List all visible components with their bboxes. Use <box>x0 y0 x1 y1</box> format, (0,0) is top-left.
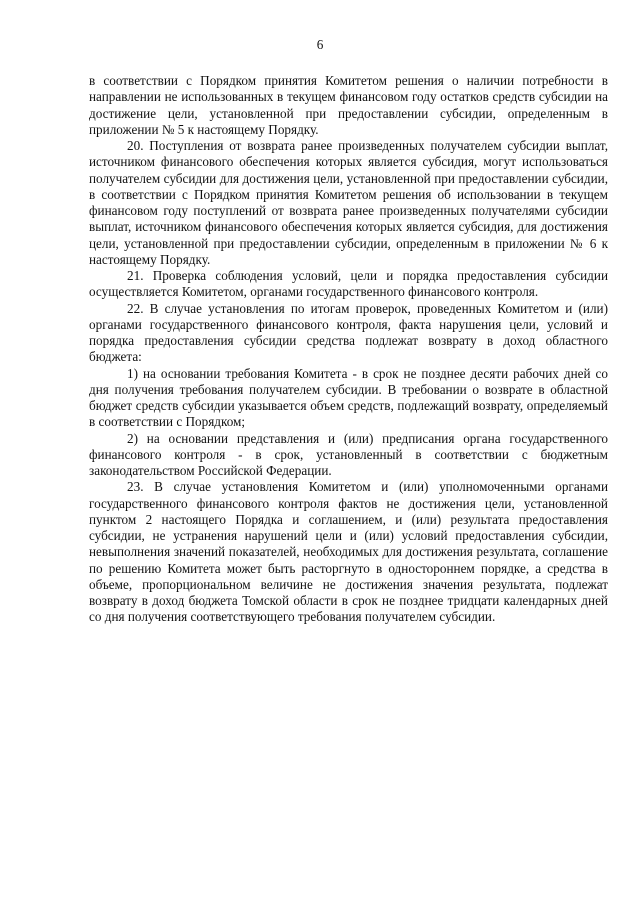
paragraph-item-23: 23. В случае установления Комитетом и (или) уполномоченными органами государственного финансового контроля фактов не достижения цели, установленной пунктом 2 настоящего Порядка и соглашением, и (или) результата предоставления субсидии, не устранения нарушений цели и (или) условий предоставления субсидии, невыполнения значений показателей, необходимых для достижения результата, соглашение по решению Комитета может быть расторгнуто в одностороннем порядке, а средства в объеме, пропорциональном величине не достижения значения результата, подлежат возврату в доход бюджета Томской области в срок не позднее тридцати календарных дней со дня получения соответствующего требования получателем субсидии. <box>89 479 608 625</box>
document-body <box>89 73 608 626</box>
paragraph-continuation: в соответствии с Порядком принятия Комитетом решения о наличии потребности в направлении не использованных в текущем финансовом году остатков средств субсидии на достижение цели, установленной при предоставлении субсидии, определенным в приложении № 5 к настоящему Порядку. <box>89 73 608 137</box>
paragraph-subitem-1: 1) на основании требования Комитета - в срок не позднее десяти рабочих дней со дня получения требования получателем субсидии. В требовании о возврате в областной бюджет средств субсидии указывается объем средств, подлежащий возврату, определяемый в соответствии с Порядком; <box>89 365 608 430</box>
paragraph-item-20: 20. Поступления от возврата ранее произведенных получателем субсидии выплат, источником финансового обеспечения которых является субсидия, могут использоваться получателем субсидии для достижения цели, установленной при предоставлении субсидии, в соответствии с Порядком принятия Комитетом решения об использовании в текущем финансовом году поступлений от возврата ранее произведенных получателями субсидии выплат, источником финансового обеспечения которых является субсидия, для достижения цели, установленной при предоставлении субсидии, определенным в приложении № 6 к настоящему Порядку. <box>89 138 608 267</box>
page-number: 6 <box>316 37 324 52</box>
paragraph-item-22: 22. В случае установления по итогам проверок, проведенных Комитетом и (или) органами государственного финансового контроля, факта нарушения цели, условий и порядка предоставления субсидии средства подлежат возврату в доход областного бюджета: <box>89 300 608 365</box>
paragraph-subitem-2: 2) на основании представления и (или) предписания органа государственного финансового контроля - в срок, установленный в соответствии с бюджетным законодательством Российской Федерации. <box>89 430 608 478</box>
paragraph-item-21: 21. Проверка соблюдения условий, цели и порядка предоставления субсидии осуществляется Комитетом, органами государственного финансового контроля. <box>89 268 608 300</box>
